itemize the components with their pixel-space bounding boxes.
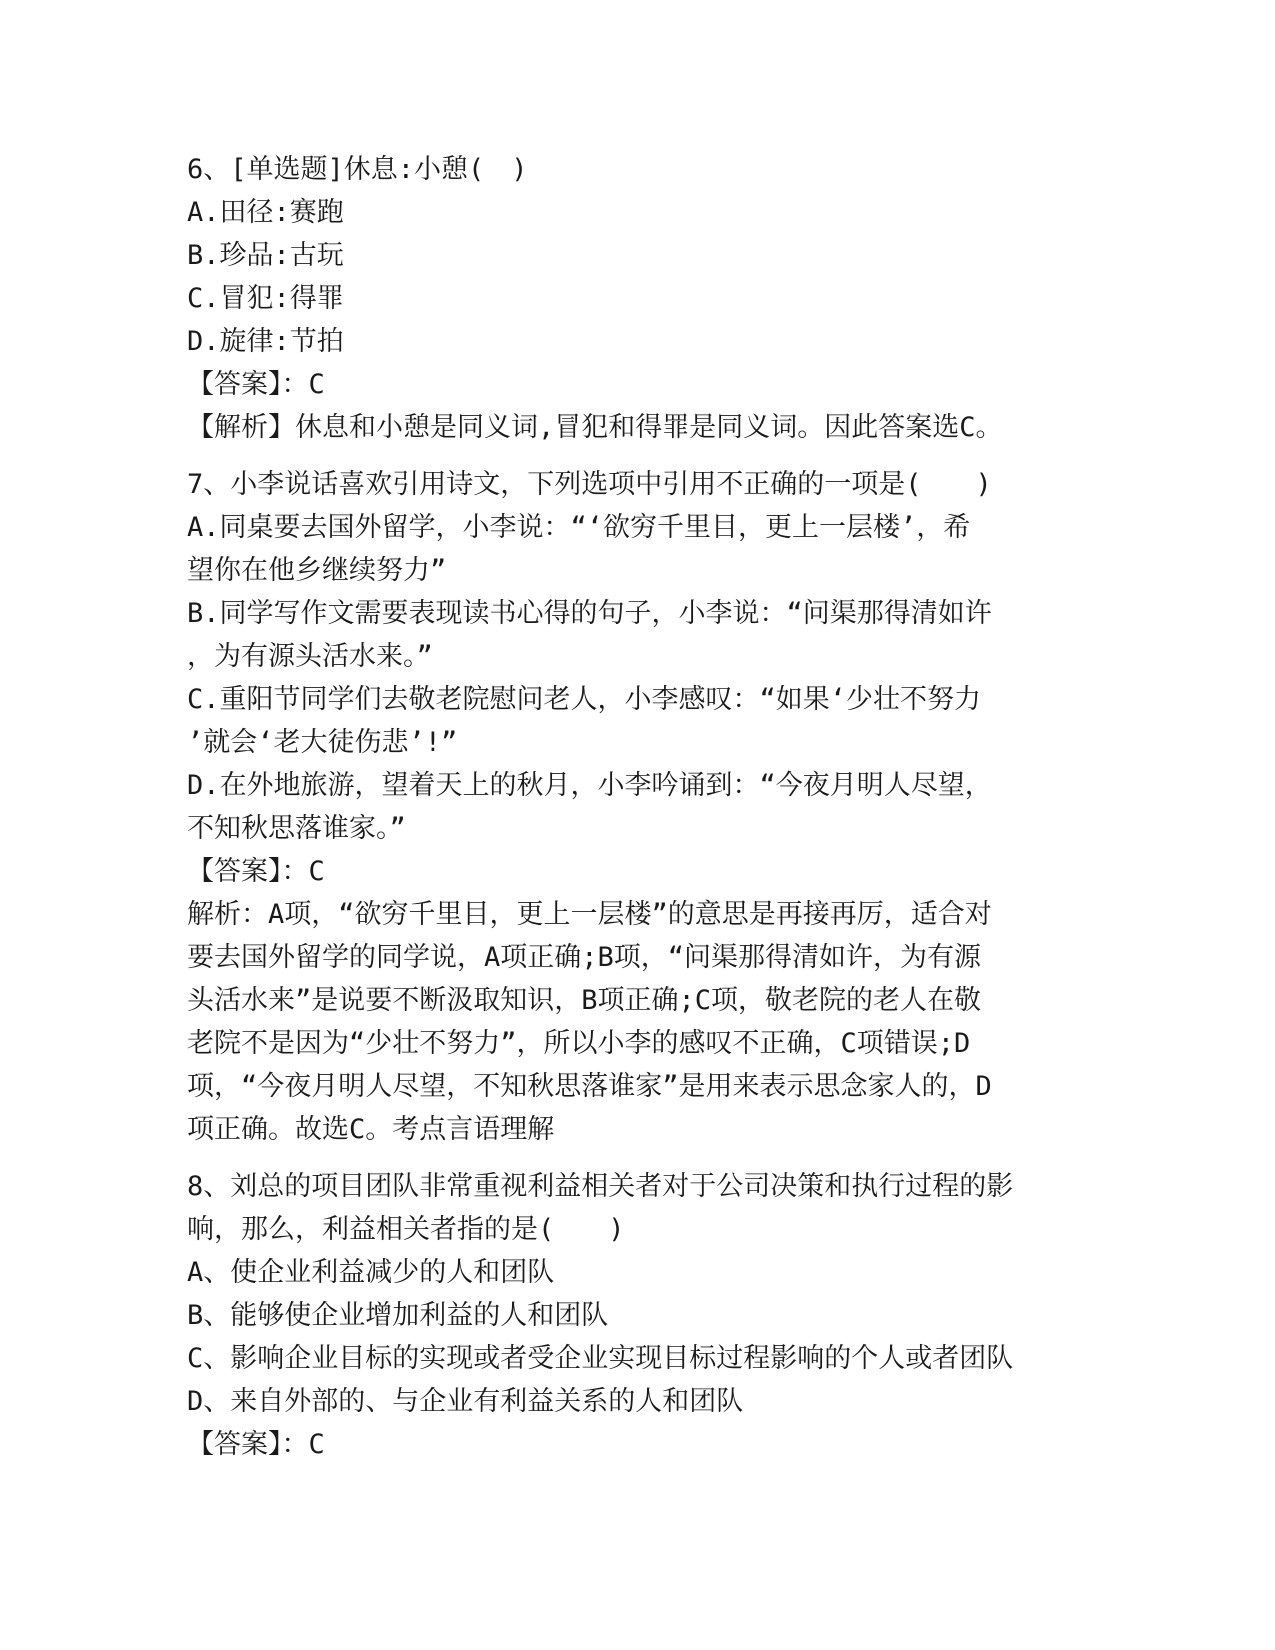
answer: 【答案】：C [187,369,325,400]
option-c-cont: ’就会‘老大徒伤悲’!” [187,727,458,758]
option-b: B、能够使企业增加利益的人和团队 [187,1300,609,1331]
question-title: 8、刘总的项目团队非常重视利益相关者对于公司决策和执行过程的影 [187,1171,1014,1202]
question-title: 6、[单选题]休息:小憩( ) [187,154,528,185]
option-b-cont: ，为有源头活水来。” [187,641,433,672]
option-b: B.珍品:古玩 [187,240,344,271]
option-a-cont: 望你在他乡继续努力” [187,555,447,586]
option-c: C、影响企业目标的实现或者受企业实现目标过程影响的个人或者团队 [187,1343,1014,1374]
option-a: A、使企业利益减少的人和团队 [187,1257,555,1288]
option-a: A.同桌要去国外留学，小李说：“‘欲穷千里目，更上一层楼’，希 [187,512,971,543]
analysis-line: 解析：A项，“欲穷千里目，更上一层楼”的意思是再接再厉，适合对 [187,899,992,930]
question-6 [187,148,1087,449]
option-c: C.冒犯:得罪 [187,283,344,314]
question-title: 7、小李说话喜欢引用诗文，下列选项中引用不正确的一项是( ) [187,469,992,500]
question-8 [187,1165,1087,1466]
option-d: D、来自外部的、与企业有利益关系的人和团队 [187,1386,744,1417]
analysis-line: 头活水来”是说要不断汲取知识，B项正确;C项，敬老院的老人在敬 [187,985,982,1016]
analysis-line: 项，“今夜月明人尽望，不知秋思落谁家”是用来表示思念家人的，D [187,1071,992,1102]
document-page [187,148,1087,1466]
option-c: C.重阳节同学们去敬老院慰问老人，小李感叹：“如果‘少壮不努力 [187,684,982,715]
analysis-line: 老院不是因为“少壮不努力”，所以小李的感叹不正确，C项错误;D [187,1028,971,1059]
answer: 【答案】：C [187,1429,325,1460]
option-d: D.旋律:节拍 [187,326,344,357]
option-d: D.在外地旅游，望着天上的秋月，小李吟诵到：“今夜月明人尽望， [187,770,992,801]
analysis-line: 项正确。故选C。考点言语理解 [187,1114,555,1145]
option-a: A.田径:赛跑 [187,197,344,228]
answer: 【答案】：C [187,856,325,887]
option-b: B.同学写作文需要表现读书心得的句子，小李说：“问渠那得清如许 [187,598,992,629]
analysis-line: 【解析】休息和小憩是同义词,冒犯和得罪是同义词。因此答案选C。 [187,412,1003,443]
question-7 [187,463,1087,1151]
analysis-line: 要去国外留学的同学说，A项正确;B项，“问渠那得清如许，为有源 [187,942,982,973]
question-title-cont: 响，那么，利益相关者指的是( ) [187,1214,625,1245]
option-d-cont: 不知秋思落谁家。” [187,813,406,844]
